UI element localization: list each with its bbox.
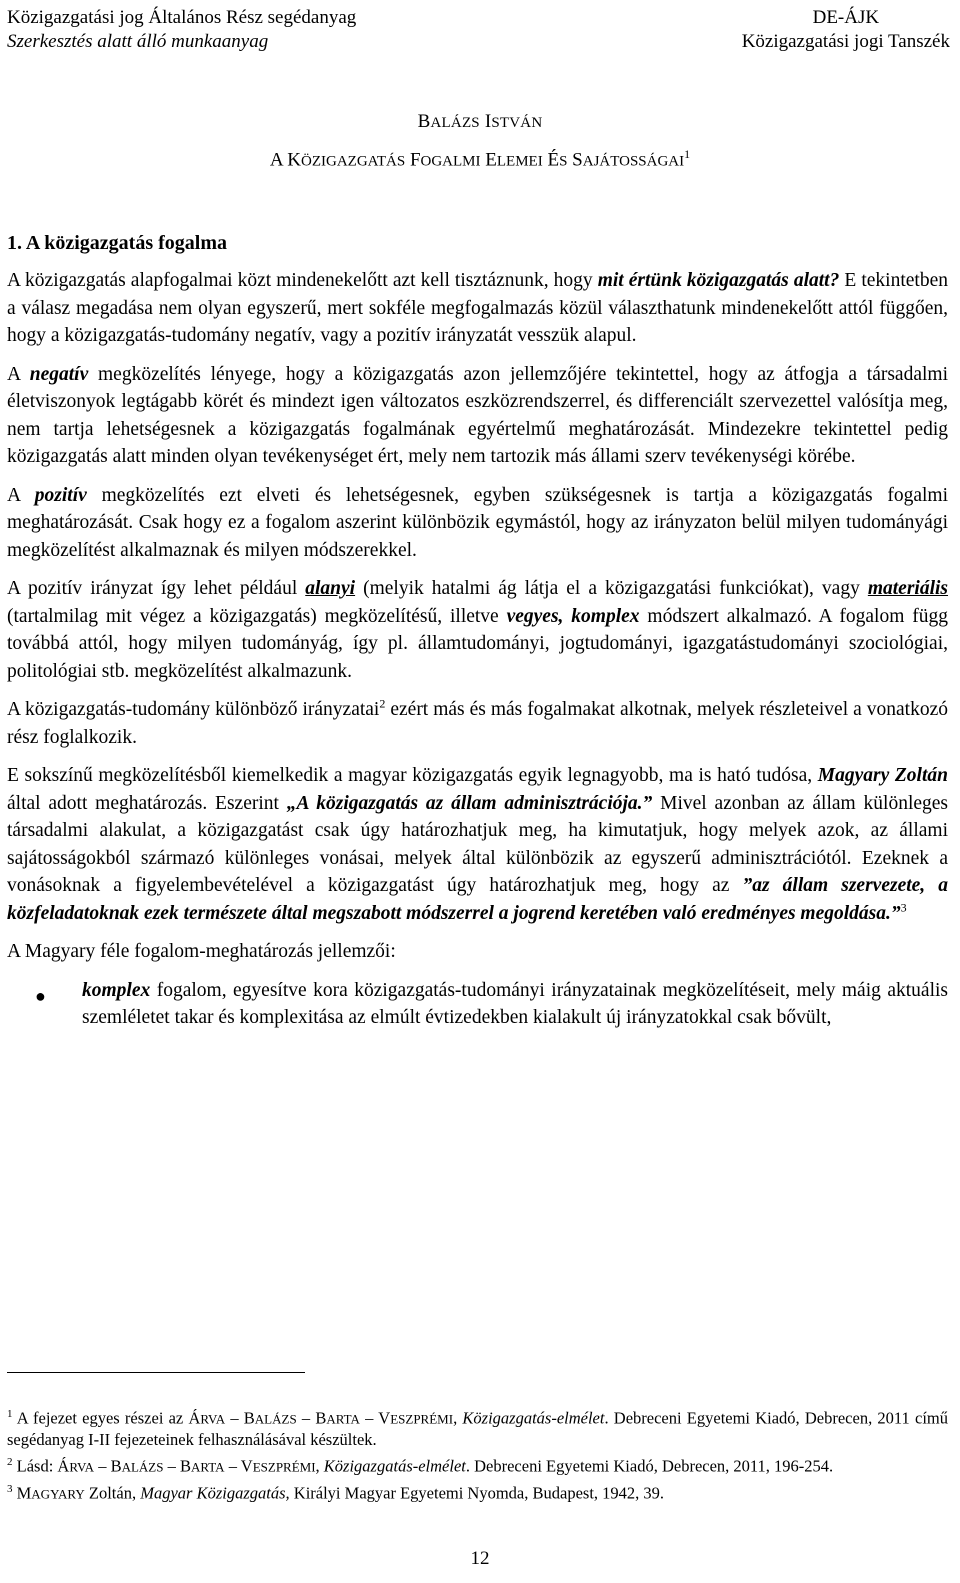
bullet-icon: ● <box>35 985 46 1006</box>
quotation: ”az állam szervezete, a közfeladatoknak ezek természete által megszabott módszerrel a jogrend keretében való eredményes megoldása.” <box>7 875 948 924</box>
body-text <box>7 267 948 1032</box>
footnote-ref-3[interactable]: 3 <box>900 900 907 914</box>
paragraph-approaches: A pozitív irányzat így lehet például alanyi (melyik hatalmi ág látja el a közigazgatási funkciókat), vagy materiális (tartalmilag mit végez a közigazgatás) megközelítésű, illetve vegyes, komplex módszert alkalmazó. A fogalom függ továbbá attól, hogy milyen tudományág, így pl. államtudományi, jogtudományi, igazgatástudományi szociológiai, politológiai stb. megközelítést alkalmazunk. <box>7 578 949 682</box>
list-item: ● komplex fogalom, egyesítve kora közigazgatás-tudományi irányzatainak megközelítéseit, mely máig aktuális szemléletet takar és komplexitása az elmúlt évtizedekben kialakult új irányzatokkal csak bővült, <box>35 979 948 1028</box>
page-number: 12 <box>470 1548 490 1569</box>
footnote-ref-2[interactable]: 2 <box>379 696 386 711</box>
emphasis: materiális <box>867 578 949 599</box>
emphasis: vegyes, komplex <box>506 605 640 627</box>
footnote-1: $^1$ A fejezet egyes részei az ÁRVA – BALÁZS – BARTA – VESZPRÉMI, Közigazgatás-elmélet. Debreceni Egyetemi Kiadó, Debrecen, 2011 című segédanyag I-II fejezeteinek felhasználásával készültek. <box>7 1408 948 1449</box>
department-name: Közigazgatási jogi Tanszék <box>741 31 950 52</box>
running-header-left <box>7 6 356 54</box>
footnote-2: $^2$ Lásd: ÁRVA – BALÁZS – BARTA – VESZPRÉMI, Közigazgatás-elmélet. Debreceni Egyetemi Kiadó, Debrecen, 2011, 196-254. <box>7 1455 834 1475</box>
paragraph-features-intro: A Magyary féle fogalom-meghatározás jellemzői: <box>7 941 396 962</box>
course-title: Közigazgatási jog Általános Rész segédanyag <box>7 7 357 28</box>
paragraph-schools: A közigazgatás-tudomány különböző irányzatai$^2$ ezért más és más fogalmakat alkotnak, melyek részleteivel a vonatkozó rész foglalkozik. <box>7 696 948 748</box>
draft-note: Szerkesztés alatt álló munkaanyag <box>7 31 269 52</box>
emphasis: mit értünk közigazgatás alatt? <box>597 270 840 291</box>
paragraph-magyary: E sokszínű megközelítésből kiemelkedik a magyar közigazgatás egyik legnagyobb, ma is ható tudósa, Magyary Zoltán által adott meghatározás. Eszerint „A közigazgatás az állam adminisztrációja.” Mivel azonban az állam különleges társadalmi alakulat, a közigazgatást csak úgy határozhatjuk meg, ha kimutatjuk, hogy melyek azok, az állami sajátosságokból származó különleges vonásai, melyek által különbözik az egyszerű adminisztrációtól. Ezeknek a vonásoknak a figyelembevételével a közigazgatást úgy határozhatjuk meg, hogy az ”az állam szervezete, a közfeladatoknak ezek természete által megszabott módszerrel a jogrend keretében való eredményes megoldása.”$^3$ <box>7 765 949 924</box>
emphasis: komplex <box>82 979 151 1001</box>
emphasis: Magyary Zoltán <box>817 765 948 786</box>
paragraph-intro: A közigazgatás alapfogalmai közt mindenekelőtt azt kell tisztáznunk, hogy mit értünk közigazgatás alatt? E tekintetben a válasz megadása nem olyan egyszerű, mert sokféle megfogalmazás közül választhatunk mindenekelőtt attól függően, hogy a közigazgatás-tudomány negatív, vagy a pozitív irányzatát vesszük alapul. <box>7 270 948 346</box>
paragraph-positive: A pozitív megközelítés ezt elveti és lehetségesnek, egyben szükségesnek is tartja a közigazgatás fogalmi meghatározását. Csak hogy ez a fogalom aszerint különbözik egymástól, hogy az irányzaton belül milyen tudományági megközelítést alkalmaznak és milyen módszerekkel. <box>7 484 948 561</box>
emphasis: negatív <box>29 363 89 385</box>
emphasis: alanyi <box>305 578 356 599</box>
footnote-ref-1[interactable]: 1 <box>684 147 691 161</box>
footnote-separator <box>7 1372 305 1373</box>
footnote-3: $^3$ MAGYARY Zoltán, Magyar Közigazgatás, Királyi Magyar Egyetemi Nyomda, Budapest, 1942, 39. <box>7 1482 665 1502</box>
footnotes <box>7 1404 948 1506</box>
emphasis: pozitív <box>34 484 87 506</box>
author-name: BALÁZS ISTVÁN <box>417 111 543 132</box>
chapter-title: A KÖZIGAZGATÁS FOGALMI ELEMEI ÉS SAJÁTOSSÁGAI$^1$ <box>269 147 691 171</box>
paragraph-negative: A negatív megközelítés lényege, hogy a közigazgatás azon jellemzőjére tekintettel, hogy az átfogja a társadalmi életviszonyok legtágabb körét és mindezt igen változatos eszközrendszerrel, és differenciált szervezettel valósítja meg, nem tartja lehetségesnek a közigazgatás fogalmának egyértelmű meghatározását. Mindezekre tekintettel pedig közigazgatás alatt minden olyan tevékenységet ért, mely nem tartozik más állami szerv tevékenységi körébe. <box>7 363 948 467</box>
running-header-right <box>742 6 950 54</box>
faculty-name: DE-ÁJK <box>812 7 880 28</box>
section-heading: 1. A közigazgatás fogalma <box>7 232 227 254</box>
quotation: „A közigazgatás az állam adminisztrációja.” <box>286 792 653 814</box>
